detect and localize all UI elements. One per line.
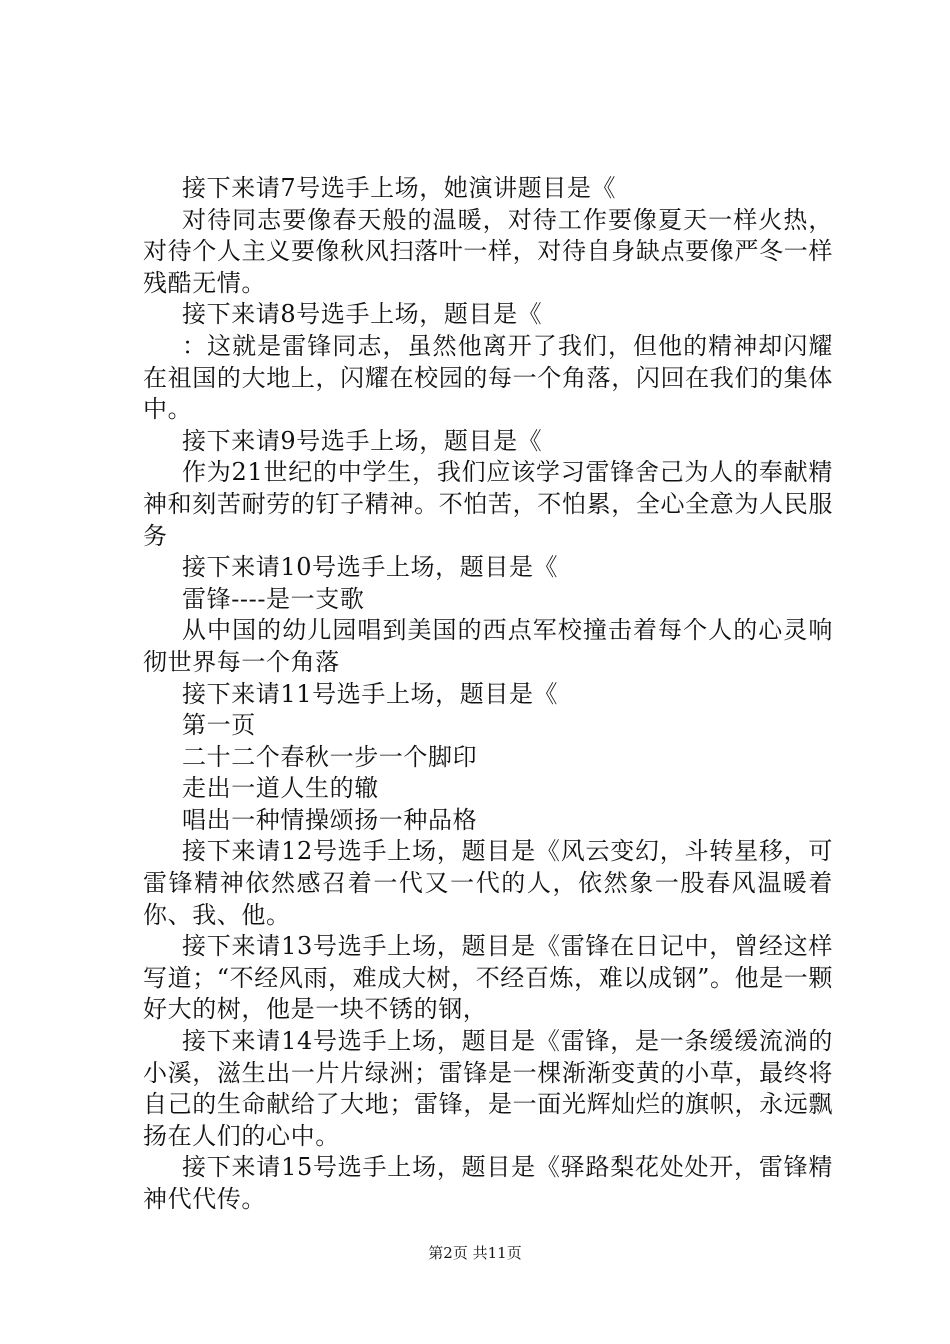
document-body: [143, 173, 833, 1216]
paragraph-11: 第一页: [182, 711, 256, 740]
paragraph-16: 接下来请13号选手上场，题目是《雷锋在日记中，曾经这样写道；“不经风雨，难成大树，不经百炼，难以成钢”。他是一颗好大的树，他是一块不锈的钢，: [143, 932, 833, 1024]
paragraph-17: 接下来请14号选手上场，题目是《雷锋，是一条缓缓流淌的小溪，滋生出一片片绿洲；雷锋是一棵渐渐变黄的小草，最终将自己的生命献给了大地；雷锋，是一面光辉灿烂的旗帜，永远飘扬在人们的心中。: [143, 1027, 833, 1150]
paragraph-1: 接下来请7号选手上场，她演讲题目是《: [182, 174, 617, 202]
paragraph-15: 接下来请12号选手上场，题目是《风云变幻，斗转星移，可雷锋精神依然感召着一代又一代的人，依然象一股春风温暖着你、我、他。: [143, 837, 833, 929]
paragraph-8: 雷锋----是一支歌: [182, 584, 365, 613]
page-number-label: 第2页 共11页: [428, 1244, 522, 1262]
paragraph-14: 唱出一种情操颂扬一种品格: [182, 805, 478, 834]
paragraph-18: 接下来请15号选手上场，题目是《驿路梨花处处开，雷锋精神代代传。: [143, 1153, 833, 1213]
paragraph-10: 接下来请11号选手上场，题目是《: [182, 679, 559, 708]
paragraph-7: 接下来请10号选手上场，题目是《: [182, 553, 559, 582]
paragraph-6: 作为21世纪的中学生，我们应该学习雷锋舍己为人的奉献精神和刻苦耐劳的钉子精神。不怕苦，不怕累，全心全意为人民服务: [143, 458, 833, 550]
page-footer: [0, 1243, 950, 1263]
paragraph-3: 接下来请8号选手上场，题目是《: [182, 300, 543, 329]
paragraph-9: 从中国的幼儿园唱到美国的西点军校撞击着每个人的心灵响彻世界每一个角落: [143, 616, 833, 676]
paragraph-5: 接下来请9号选手上场，题目是《: [182, 426, 543, 455]
paragraph-13: 走出一道人生的辙: [182, 774, 379, 803]
paragraph-12: 二十二个春秋一步一个脚印: [182, 742, 478, 771]
paragraph-4: ：这就是雷锋同志，虽然他离开了我们，但他的精神却闪耀在祖国的大地上，闪耀在校园的每一个角落，闪回在我们的集体中。: [143, 331, 833, 424]
paragraph-2: 对待同志要像春天般的温暖，对待工作要像夏天一样火热，对待个人主义要像秋风扫落叶一样，对待自身缺点要像严冬一样残酷无情。: [143, 205, 833, 297]
